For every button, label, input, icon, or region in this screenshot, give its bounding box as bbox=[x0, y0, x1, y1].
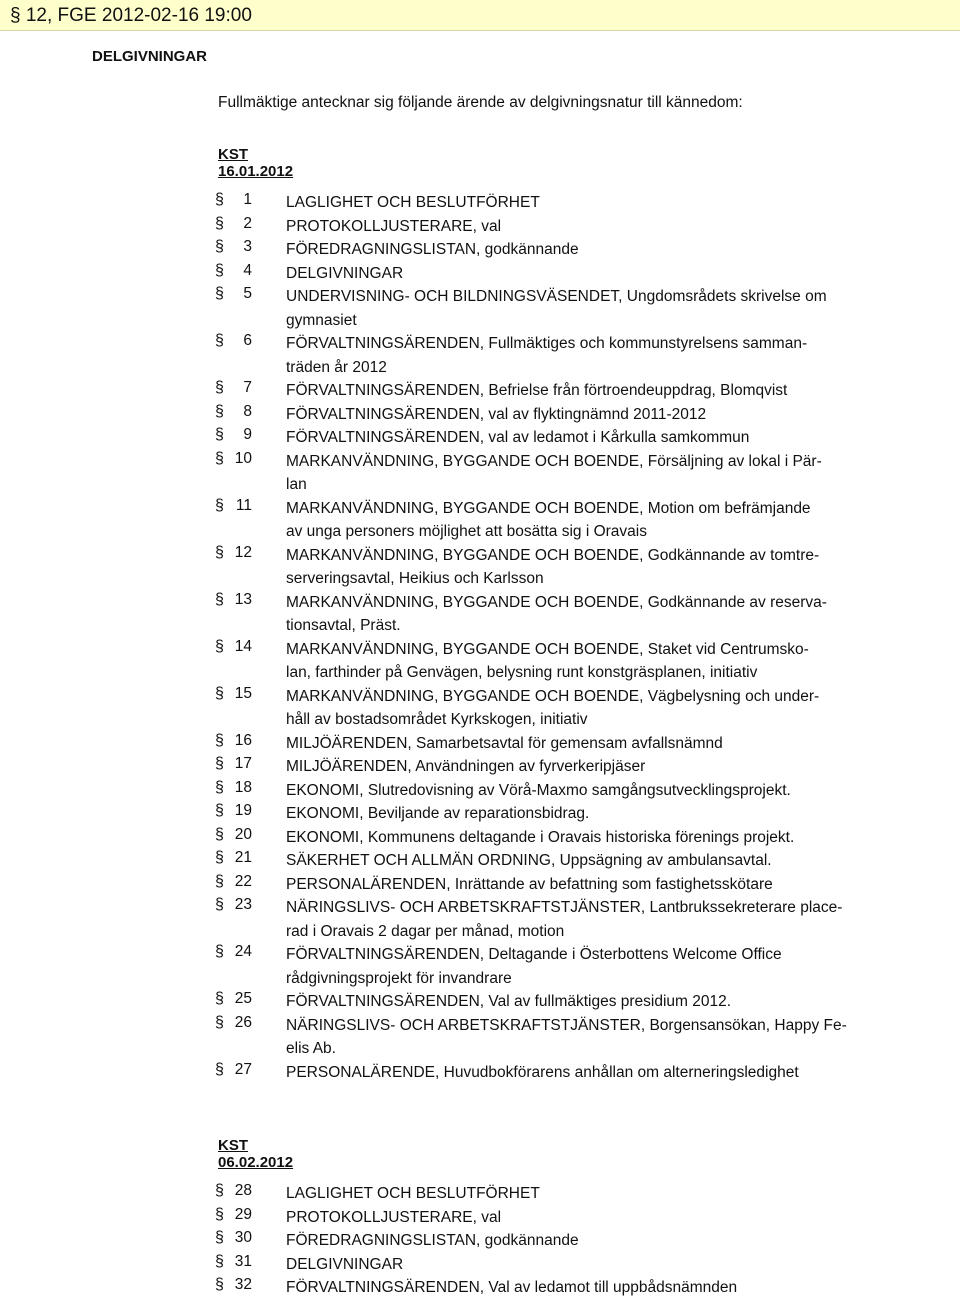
agenda-item-text bbox=[286, 1276, 869, 1300]
agenda-item-text bbox=[286, 379, 869, 403]
section-symbol: § bbox=[215, 332, 224, 349]
agenda-item-line: rad i Oravais 2 dagar per månad, motion bbox=[286, 922, 565, 940]
section-symbol: § bbox=[215, 802, 224, 819]
agenda-item-text bbox=[286, 191, 869, 215]
agenda-item-text bbox=[286, 638, 869, 685]
agenda-item-number: 26 bbox=[234, 1013, 252, 1031]
agenda-item-number: 3 bbox=[243, 238, 252, 255]
agenda-item-line: EKONOMI, Kommunens deltagande i Oravais historiska förenings projekt. bbox=[286, 828, 795, 846]
section-symbol: § bbox=[215, 379, 224, 396]
agenda-item-line: MARKANVÄNDNING, BYGGANDE OCH BOENDE, Försäljning av lokal i Pär- bbox=[286, 452, 822, 470]
section-symbol: § bbox=[215, 1205, 224, 1223]
agenda-item-text bbox=[286, 826, 869, 850]
agenda-item-line: MILJÖÄRENDEN, Samarbetsavtal för gemensam avfallsnämnd bbox=[286, 734, 723, 752]
agenda-item-text bbox=[286, 755, 869, 779]
section-symbol: § bbox=[215, 214, 224, 232]
agenda-item-number: 6 bbox=[243, 332, 252, 349]
section-symbol: § bbox=[215, 896, 224, 913]
agenda-item-text bbox=[286, 591, 869, 638]
section-symbol: § bbox=[215, 1013, 224, 1031]
agenda-item-text bbox=[286, 497, 869, 544]
agenda-item-line: MILJÖÄRENDEN, Användningen av fyrverkeripjäser bbox=[286, 758, 646, 775]
agenda-item-line: NÄRINGSLIVS- OCH ARBETSKRAFTSTJÄNSTER, Borgensansökan, Happy Fe- bbox=[286, 1016, 847, 1034]
agenda-item-line: av unga personers möjlighet att bosätta sig i Oravais bbox=[286, 523, 647, 540]
agenda-item-line: PERSONALÄRENDEN, Inrättande av befattning som fastighetsskötare bbox=[286, 875, 773, 893]
agenda-item-number: 27 bbox=[234, 1060, 252, 1078]
section-symbol: § bbox=[215, 755, 224, 772]
agenda-item-line: MARKANVÄNDNING, BYGGANDE OCH BOENDE, Vägbelysning och under- bbox=[286, 687, 820, 705]
agenda-item-text bbox=[286, 732, 869, 756]
agenda-item-number: 1 bbox=[243, 191, 252, 208]
agenda-item-number: 28 bbox=[234, 1182, 252, 1199]
agenda-item-number: 11 bbox=[235, 496, 252, 514]
section-symbol: § bbox=[215, 402, 224, 420]
section-symbol: § bbox=[215, 825, 224, 843]
agenda-item-number: 14 bbox=[234, 637, 252, 655]
agenda-item-text bbox=[286, 943, 869, 990]
agenda-item-line: FÖREDRAGNINGSLISTAN, godkännande bbox=[286, 241, 579, 258]
agenda-item-line: rådgivningsprojekt för invandrare bbox=[286, 969, 512, 987]
agenda-item-number: 7 bbox=[243, 379, 252, 396]
section-symbol: § bbox=[215, 849, 224, 866]
section-symbol: § bbox=[215, 543, 224, 561]
agenda-item-number: 17 bbox=[234, 755, 252, 772]
agenda-item-line: PROTOKOLLJUSTERARE, val bbox=[286, 1208, 502, 1226]
agenda-item-text bbox=[286, 1182, 869, 1206]
agenda-item-number: 18 bbox=[234, 778, 252, 796]
agenda-item-text bbox=[286, 1229, 869, 1253]
agenda-item-text bbox=[286, 450, 869, 497]
section-symbol: § bbox=[215, 637, 224, 655]
agenda-item-text bbox=[286, 802, 869, 826]
agenda-item-text bbox=[286, 1061, 869, 1085]
agenda-item-text bbox=[286, 873, 869, 897]
agenda-item-line: LAGLIGHET OCH BESLUTFÖRHET bbox=[286, 194, 540, 211]
agenda-item-number: 19 bbox=[234, 802, 252, 819]
section-symbol: § bbox=[215, 1276, 224, 1293]
agenda-item-number: 25 bbox=[234, 990, 252, 1007]
agenda-item-number: 29 bbox=[234, 1205, 252, 1223]
agenda-item-line: träden år 2012 bbox=[286, 358, 387, 376]
agenda-item-line: FÖRVALTNINGSÄRENDEN, Deltagande i Österbottens Welcome Office bbox=[286, 946, 782, 963]
meeting-heading: KST 16.01.2012 bbox=[218, 146, 294, 180]
agenda-item-line: NÄRINGSLIVS- OCH ARBETSKRAFTSTJÄNSTER, Lantbrukssekreterare place- bbox=[286, 899, 843, 916]
agenda-item-line: håll av bostadsområdet Kyrkskogen, initiativ bbox=[286, 711, 588, 728]
agenda-item-number: 12 bbox=[234, 543, 252, 561]
agenda-item-number: 32 bbox=[234, 1276, 252, 1293]
agenda-item-line: FÖRVALTNINGSÄRENDEN, Fullmäktiges och kommunstyrelsens samman- bbox=[286, 335, 808, 352]
agenda-item-number: 22 bbox=[234, 872, 252, 890]
agenda-item-number: 4 bbox=[243, 261, 252, 279]
agenda-item-line: FÖREDRAGNINGSLISTAN, godkännande bbox=[286, 1232, 579, 1249]
agenda-item-line: MARKANVÄNDNING, BYGGANDE OCH BOENDE, Motion om befrämjande bbox=[286, 499, 811, 517]
section-symbol: § bbox=[215, 1229, 224, 1246]
section-heading: DELGIVNINGAR bbox=[92, 48, 208, 65]
agenda-item-text bbox=[286, 1206, 869, 1230]
document-header bbox=[0, 0, 960, 31]
agenda-item-line: PERSONALÄRENDE, Huvudbokförarens anhållan om alterneringsledighet bbox=[286, 1063, 799, 1081]
header-section-symbol: § bbox=[10, 5, 21, 26]
agenda-item-line: MARKANVÄNDNING, BYGGANDE OCH BOENDE, Godkännande av reserva- bbox=[286, 593, 827, 611]
agenda-item-number: 21 bbox=[234, 849, 252, 866]
meeting-heading: KST 06.02.2012 bbox=[218, 1137, 294, 1171]
agenda-item-line: MARKANVÄNDNING, BYGGANDE OCH BOENDE, Staket vid Centrumsko- bbox=[286, 640, 809, 658]
section-symbol: § bbox=[215, 426, 224, 443]
agenda-item-line: EKONOMI, Beviljande av reparationsbidrag. bbox=[286, 805, 590, 822]
agenda-item-line: LAGLIGHET OCH BESLUTFÖRHET bbox=[286, 1185, 540, 1202]
agenda-item-text bbox=[286, 544, 869, 591]
agenda-item-text bbox=[286, 285, 869, 332]
intro-text: Fullmäktige antecknar sig följande ärende av delgivningsnatur till kännedom: bbox=[218, 94, 743, 111]
section-symbol: § bbox=[215, 731, 224, 749]
section-symbol: § bbox=[215, 872, 224, 890]
agenda-item-line: DELGIVNINGAR bbox=[286, 1255, 404, 1273]
section-symbol: § bbox=[215, 778, 224, 796]
agenda-item-text bbox=[286, 896, 869, 943]
section-symbol: § bbox=[215, 590, 224, 608]
agenda-item-line: FÖRVALTNINGSÄRENDEN, val av flyktingnämnd 2011-2012 bbox=[286, 405, 707, 423]
agenda-item-text bbox=[286, 1014, 869, 1061]
agenda-item-text bbox=[286, 238, 869, 262]
agenda-item-line: EKONOMI, Slutredovisning av Vörå-Maxmo samgångsutvecklingsprojekt. bbox=[286, 781, 791, 799]
agenda-item-number: 30 bbox=[234, 1229, 252, 1246]
section-symbol: § bbox=[215, 684, 224, 702]
agenda-item-line: FÖRVALTNINGSÄRENDEN, Val av ledamot till uppbådsnämnden bbox=[286, 1279, 738, 1296]
agenda-item-line: lan bbox=[286, 476, 307, 493]
agenda-item-line: SÄKERHET OCH ALLMÄN ORDNING, Uppsägning av ambulansavtal. bbox=[286, 852, 772, 869]
agenda-item-text bbox=[286, 1253, 869, 1277]
section-symbol: § bbox=[215, 1252, 224, 1270]
agenda-item-text bbox=[286, 426, 869, 450]
agenda-item-line: elis Ab. bbox=[286, 1040, 336, 1057]
agenda-item-number: 24 bbox=[234, 943, 252, 960]
agenda-item-number: 16 bbox=[234, 731, 252, 749]
agenda-item-number: 15 bbox=[234, 684, 252, 702]
agenda-item-number: 13 bbox=[234, 590, 252, 608]
agenda-item-line: tionsavtal, Präst. bbox=[286, 617, 401, 634]
agenda-item-line: FÖRVALTNINGSÄRENDEN, Val av fullmäktiges presidium 2012. bbox=[286, 993, 732, 1010]
agenda-item-line: MARKANVÄNDNING, BYGGANDE OCH BOENDE, Godkännande av tomtre- bbox=[286, 546, 820, 564]
section-symbol: § bbox=[215, 261, 224, 279]
agenda-item-text bbox=[286, 332, 869, 379]
agenda-item-text bbox=[286, 403, 869, 427]
section-symbol: § bbox=[215, 990, 224, 1007]
agenda-item-line: DELGIVNINGAR bbox=[286, 264, 404, 282]
agenda-item-line: FÖRVALTNINGSÄRENDEN, val av ledamot i Kårkulla samkommun bbox=[286, 429, 750, 446]
section-symbol: § bbox=[215, 285, 224, 302]
agenda-item-text bbox=[286, 849, 869, 873]
agenda-item-text bbox=[286, 685, 869, 732]
agenda-item-line: gymnasiet bbox=[286, 311, 357, 329]
agenda-item-text bbox=[286, 990, 869, 1014]
header-title: 12, FGE 2012-02-16 19:00 bbox=[25, 5, 252, 26]
agenda-item-line: UNDERVISNING- OCH BILDNINGSVÄSENDET, Ungdomsrådets skrivelse om bbox=[286, 288, 827, 305]
agenda-item-number: 31 bbox=[234, 1252, 252, 1270]
agenda-item-line: FÖRVALTNINGSÄRENDEN, Befrielse från förtroendeuppdrag, Blomqvist bbox=[286, 382, 788, 399]
section-symbol: § bbox=[215, 449, 224, 467]
agenda-item-line: PROTOKOLLJUSTERARE, val bbox=[286, 217, 502, 235]
agenda-item-line: lan, farthinder på Genvägen, belysning runt konstgräsplanen, initiativ bbox=[286, 664, 758, 681]
agenda-item-text bbox=[286, 215, 869, 239]
agenda-item-text bbox=[286, 779, 869, 803]
agenda-item-number: 10 bbox=[234, 449, 252, 467]
section-symbol: § bbox=[215, 238, 224, 255]
section-symbol: § bbox=[215, 496, 224, 514]
agenda-item-number: 8 bbox=[243, 402, 252, 420]
section-symbol: § bbox=[215, 943, 224, 960]
agenda-item-number: 2 bbox=[243, 214, 252, 232]
section-symbol: § bbox=[215, 191, 224, 208]
section-symbol: § bbox=[215, 1060, 224, 1078]
section-symbol: § bbox=[215, 1182, 224, 1199]
agenda-item-text bbox=[286, 262, 869, 286]
agenda-item-number: 5 bbox=[243, 285, 252, 302]
agenda-item-number: 9 bbox=[243, 426, 252, 443]
agenda-item-number: 23 bbox=[234, 896, 252, 913]
agenda-item-number: 20 bbox=[234, 825, 252, 843]
agenda-item-line: serveringsavtal, Heikius och Karlsson bbox=[286, 570, 544, 587]
